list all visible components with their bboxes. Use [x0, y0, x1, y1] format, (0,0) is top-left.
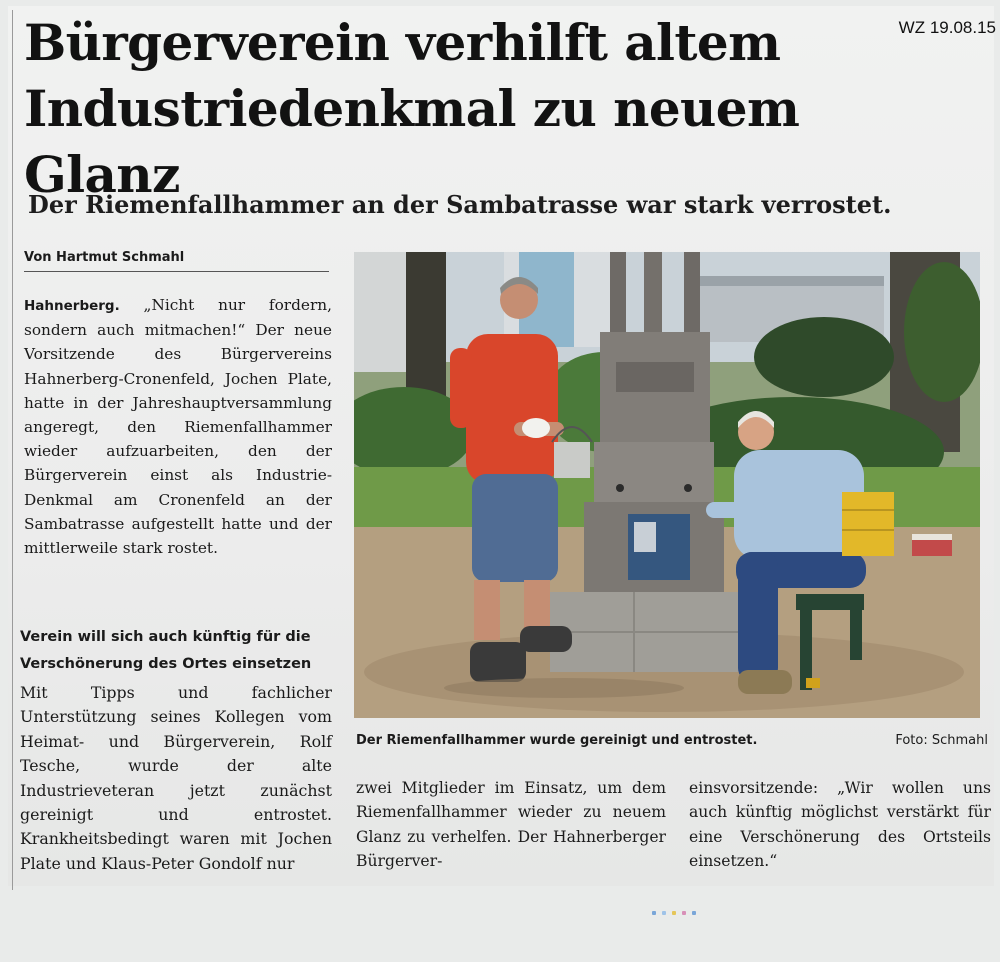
article-paragraph-3: zwei Mitglieder im Einsatz, um dem Riemenfallhammer wieder zu neuem Glanz zu verhelfen. Der Hahnerberger Bürgerver-	[356, 779, 666, 871]
column-rule	[12, 10, 13, 890]
footer-dot	[652, 911, 656, 915]
article-photo	[354, 252, 980, 718]
source-date: WZ 19.08.15	[898, 18, 996, 37]
paragraph-text: „Nicht nur fordern, sondern auch mitmachen!“ Der neue Vorsitzende des Bürgervereins Hahnerberg-Cronenfeld, Jochen Plate, hatte in der Jahreshauptversammlung angeregt, den Riemenfallhammer wieder aufzuarbeiten, den der Bürgerverein einst als Industrie-Denkmal am Cronenfeld an der Sambatrasse aufgestellt hatte und der mittlerweile stark rostet.	[24, 296, 332, 558]
subheadline: Der Riemenfallhammer an der Sambatrasse war stark verrostet.	[28, 190, 892, 219]
footer-dot	[692, 911, 696, 915]
footer-dots	[652, 911, 696, 915]
footer-dot	[662, 911, 666, 915]
article-paragraph-1	[24, 293, 332, 560]
photo-credit: Foto: Schmahl	[895, 733, 988, 748]
article-paragraph-2: Mit Tipps und fachlicher Unterstützung seines Kollegen vom Heimat- und Bürgerverein, Rolf Tesche, wurde der alte Industrieveteran jetzt zunächst gereinigt und entrostet. Krankheitsbedingt waren mit Jochen Plate und Klaus-Peter Gondolf nur	[20, 683, 332, 873]
footer-dot	[682, 911, 686, 915]
article-subheading: Verein will sich auch künftig für die Verschönerung des Ortes einsetzen	[20, 629, 312, 672]
dateline: Hahnerberg.	[24, 298, 120, 314]
footer-dot	[672, 911, 676, 915]
headline: Bürgerverein verhilft altem Industriedenkmal zu neuem Glanz	[24, 13, 800, 204]
photo-caption: Der Riemenfallhammer wurde gereinigt und entrostet.	[356, 733, 758, 748]
byline: Von Hartmut Schmahl	[24, 250, 329, 272]
photo-illustration	[354, 252, 980, 718]
article-paragraph-4: einsvorsitzende: „Wir wollen uns auch künftig möglichst verstärkt für eine Verschönerung des Ortsteils einsetzen.“	[689, 779, 991, 871]
